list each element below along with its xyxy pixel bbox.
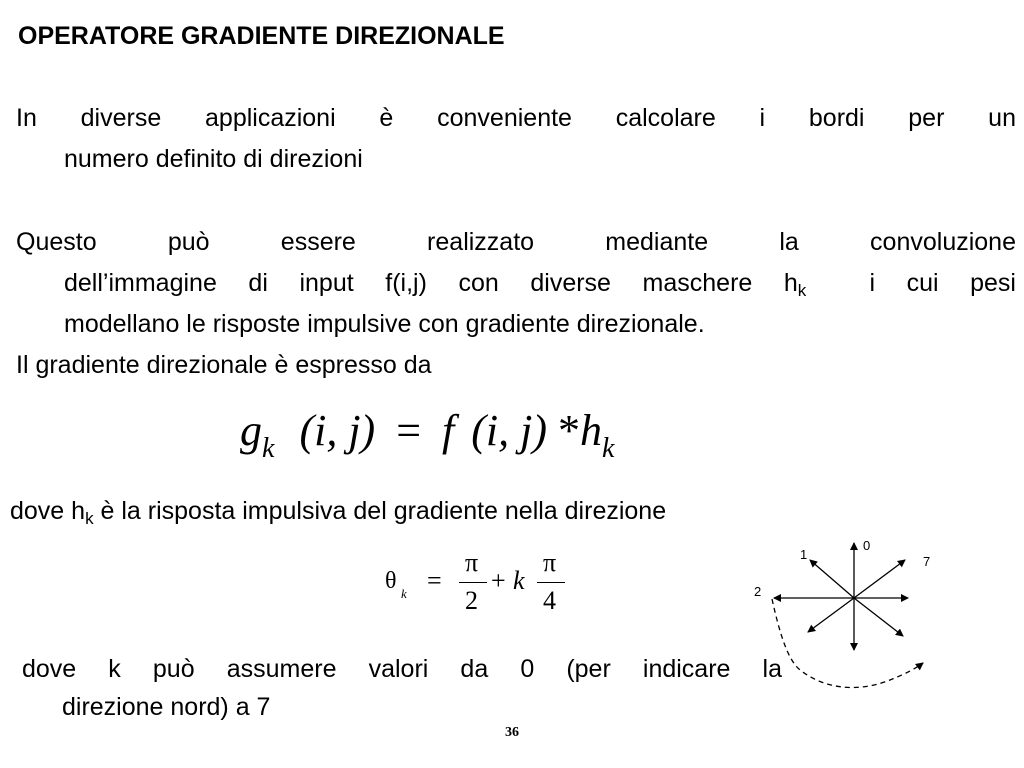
label-7: 7 xyxy=(923,554,931,569)
k-values-line2: direzione nord) a 7 xyxy=(62,693,271,721)
label-1: 1 xyxy=(800,547,808,562)
arrow-direction-3 xyxy=(808,598,854,632)
arrow-direction-1 xyxy=(810,560,854,598)
arrow-direction-5 xyxy=(854,598,903,636)
theta-equals: = xyxy=(427,566,442,595)
eq-star: * xyxy=(558,406,581,455)
paragraph-convolution-line2 xyxy=(16,263,1016,304)
impulse-post: è la risposta impulsiva del gradiente nella direzione xyxy=(93,497,667,525)
mask-subscript: k xyxy=(797,281,807,300)
theta-subscript: k xyxy=(401,586,407,601)
k-values-line1: dove k può assumere valori da 0 (per indicare la xyxy=(22,655,782,683)
paragraph-intro xyxy=(16,98,1016,180)
gradient-equation xyxy=(240,405,615,464)
eq-h-sub: k xyxy=(602,433,615,464)
paragraph-convolution-line1: Questo può essere realizzato mediante la convoluzione xyxy=(16,228,1016,256)
paragraph-intro-line1: In diverse applicazioni è conveniente calcolare i bordi per un xyxy=(16,104,1016,132)
plus-sign: + xyxy=(491,566,506,595)
rotation-arc xyxy=(772,599,923,688)
impulse-sub: k xyxy=(85,509,94,528)
eq-rhs-args: (i, j) xyxy=(471,406,548,455)
label-2: 2 xyxy=(754,584,762,599)
eq-h: h xyxy=(580,406,603,455)
page-number: 36 xyxy=(505,725,519,740)
eq-g: g xyxy=(240,406,262,455)
eq-equals: = xyxy=(396,406,422,455)
paragraph-convolution xyxy=(16,222,1016,345)
frac1-bar xyxy=(459,582,487,583)
frac1-numerator: π xyxy=(465,548,479,577)
arrow-direction-7 xyxy=(854,560,905,598)
frac1-denominator: 2 xyxy=(465,586,478,615)
frac2-numerator: π xyxy=(543,548,557,577)
paragraph-convolution-line3: modellano le risposte impulsive con gradiente direzionale. xyxy=(64,310,705,338)
k-symbol: k xyxy=(513,566,525,595)
theta-symbol: θ xyxy=(385,568,397,594)
frac2-denominator: 4 xyxy=(543,586,556,615)
paragraph-k-values xyxy=(22,650,782,726)
theta-equation xyxy=(385,540,585,620)
frac2-bar xyxy=(537,582,565,583)
slide-title: OPERATORE GRADIENTE DIREZIONALE xyxy=(18,22,505,50)
label-0: 0 xyxy=(863,538,871,553)
impulse-pre: dove h xyxy=(10,497,86,525)
line2-text-pre: dell’immagine di input f(i,j) con diverse maschere h xyxy=(64,269,798,297)
eq-f: f xyxy=(442,406,455,455)
eq-g-sub: k xyxy=(262,433,275,464)
paragraph-impulse xyxy=(10,497,666,526)
line2-text-post: i cui pesi xyxy=(806,269,1016,297)
eq-lhs-args: (i, j) xyxy=(299,406,376,455)
paragraph-intro-line2: numero definito di direzioni xyxy=(64,145,363,173)
paragraph-expression: Il gradiente direzionale è espresso da xyxy=(16,351,432,379)
